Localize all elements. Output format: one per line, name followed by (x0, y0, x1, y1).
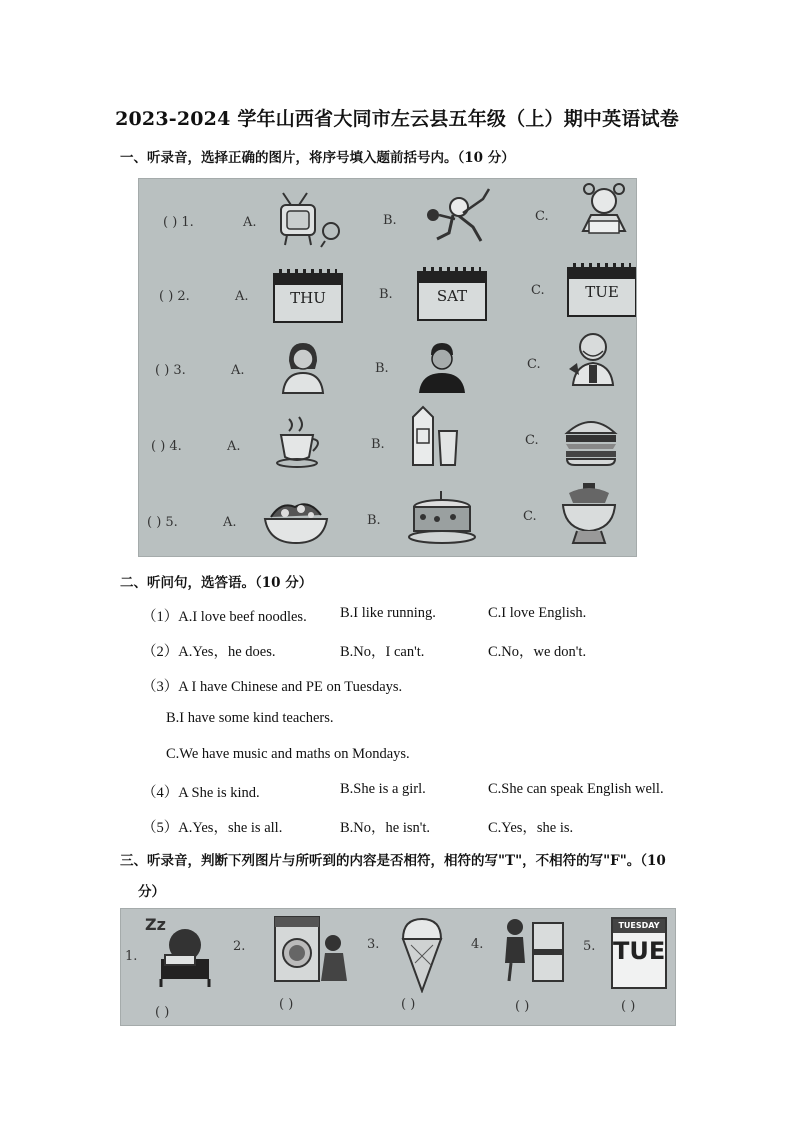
item1-answer[interactable]: ( ) (155, 1005, 170, 1020)
section1-photo (138, 178, 637, 557)
q5-option-b: B. (367, 513, 381, 528)
q5-answer-a: （5）A.Yes，she is all. (142, 820, 283, 836)
q4-option-b: B. (371, 437, 385, 452)
item4-number: 4. (471, 937, 484, 952)
item5-number: 5. (583, 939, 596, 954)
q3-option-a: A. (231, 363, 245, 378)
q4-answer-a: （4）A She is kind. (142, 785, 260, 801)
q1-answer-a: （1）A.I love beef noodles. (142, 609, 307, 625)
q1-answer-c: C.I love English. (488, 605, 587, 621)
q5-number: ( ) 5. (147, 515, 178, 530)
q5-answer-b: B.No，he isn't. (340, 820, 431, 836)
washing-machine-icon (271, 913, 351, 985)
q3-answer-b: B.I have some kind teachers. (166, 710, 334, 726)
item2-answer[interactable]: ( ) (279, 997, 294, 1012)
calendar-thu-label: THU (290, 289, 326, 307)
page-title: 2023-2024 学年山西省大同市左云县五年级（上）期中英语试卷 (115, 108, 679, 130)
q2-option-a: A. (235, 289, 249, 304)
calendar-tue-icon (567, 267, 637, 317)
q1-number: ( ) 1. (163, 215, 194, 230)
item5-answer[interactable]: ( ) (621, 999, 636, 1014)
q3-number: ( ) 3. (155, 363, 186, 378)
item3-number: 3. (367, 937, 380, 952)
section3-heading-cont: 分） (138, 884, 165, 900)
coffee-cup-icon (273, 415, 327, 469)
q5-option-c: C. (523, 509, 537, 524)
q2-answer-c: C.No，we don't. (488, 644, 587, 660)
section3-photo (120, 908, 676, 1026)
calendar-sat-icon (417, 271, 487, 321)
burger-icon (563, 413, 619, 467)
item1-number: 1. (125, 949, 138, 964)
q3-option-c: C. (527, 357, 541, 372)
q1-answer-b: B.I like running. (340, 605, 436, 621)
q2-option-b: B. (379, 287, 393, 302)
calendar-thu-icon (273, 273, 343, 323)
old-man-icon (567, 329, 617, 387)
q1-option-c: C. (535, 209, 549, 224)
milk-carton-glass-icon (409, 403, 465, 469)
q2-number: ( ) 2. (159, 289, 190, 304)
zz-label: Zz (145, 915, 166, 934)
item3-answer[interactable]: ( ) (401, 997, 416, 1012)
q3-option-b: B. (375, 361, 389, 376)
section1-heading: 一、听录音，选择正确的图片，将序号填入题前括号内。（10 分） (120, 150, 515, 166)
q4-answer-c: C.She can speak English well. (488, 781, 664, 797)
calendar-sat-label: SAT (436, 287, 468, 305)
item4-answer[interactable]: ( ) (515, 999, 530, 1014)
q5-option-a: A. (223, 515, 237, 530)
q4-option-c: C. (525, 433, 539, 448)
q4-number: ( ) 4. (151, 439, 182, 454)
q4-option-a: A. (227, 439, 241, 454)
hotpot-icon (559, 481, 619, 545)
q2-answer-a: （2）A.Yes，he does. (142, 644, 276, 660)
q3-answer-a: （3）A I have Chinese and PE on Tuesdays. (142, 679, 403, 695)
reading-girl-icon (575, 179, 633, 237)
salad-bowl-icon (261, 495, 331, 547)
cake-icon (407, 489, 477, 545)
sleeping-kid-icon (147, 925, 217, 987)
dancing-kid-icon (415, 185, 495, 245)
section2-heading: 二、听问句，选答语。（10 分） (120, 575, 313, 591)
ice-cream-icon (397, 913, 447, 993)
q1-option-a: A. (243, 215, 257, 230)
q1-option-b: B. (383, 213, 397, 228)
q5-answer-c: C.Yes，she is. (488, 820, 574, 836)
man-portrait-icon (417, 339, 467, 393)
tuesday-calendar-top: TUESDAY (613, 919, 665, 933)
tuesday-calendar-icon (611, 917, 667, 989)
q3-answer-c: C.We have music and maths on Mondays. (166, 746, 410, 762)
q4-answer-b: B.She is a girl. (340, 781, 426, 797)
item2-number: 2. (233, 939, 246, 954)
woman-portrait-icon (279, 339, 327, 395)
section3-heading: 三、听录音，判断下列图片与所听到的内容是否相符，相符的写"T"，不相符的写"F"。（10 (120, 853, 666, 869)
tuesday-calendar-big: TUE (613, 937, 666, 965)
q2-option-c: C. (531, 283, 545, 298)
q2-answer-b: B.No，I can't. (340, 644, 425, 660)
calendar-tue-label: TUE (585, 283, 619, 301)
piano-player-icon (499, 915, 569, 989)
tv-robot-icon (277, 191, 347, 249)
